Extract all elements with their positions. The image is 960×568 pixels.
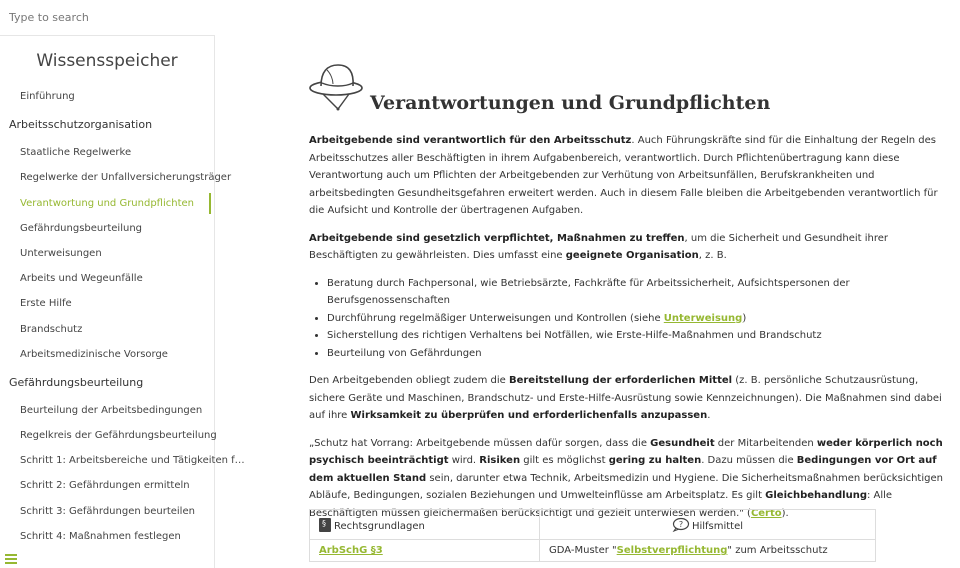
cell-text: GDA-Muster " [549,545,617,556]
paragraph-2-text: , um die Sicherheit und Gesundheit ihrer Beschäftigten zu gewährleisten. Dies umfasst eine [309,232,889,261]
sidebar-item[interactable]: Schritt 3: Gefährdungen beurteilen [20,505,195,517]
paragraph-3-bold-2: Wirksamkeit zu überprüfen und erforderlichenfalls anzupassen [350,410,708,421]
sidebar-item[interactable]: Erste Hilfe [20,298,72,310]
sidebar-item[interactable]: Beurteilung der Arbeitsbedingungen [20,404,203,416]
table-cell [310,540,540,562]
certo-link[interactable]: Certo [750,507,782,519]
quote-text: . Dazu müssen die [701,455,797,466]
quote-text: der Mitarbeitenden [714,437,817,449]
quote-text: : Alle Beschäftigten müssen gleichermaßen berücksichtigt und gezielt unterwiesen werden." ( [309,490,893,519]
sidebar-item[interactable]: Schritt 1: Arbeitsbereiche und Tätigkeiten f… [20,455,245,467]
quote-bold: weder körperlich noch psychisch beeinträchtigt [309,437,943,466]
cell-text: " zum Arbeitsschutz [727,545,828,556]
sidebar-item[interactable]: Regelkreis der Gefährdungsbeurteilung [20,430,217,442]
hat-icon [309,62,367,112]
paragraph-3-bold: Bereitstellung der erforderlichen Mittel [508,375,733,386]
question-bubble-icon [672,518,689,532]
quote-text: „Schutz hat Vorrang: Arbeitgebende müssen dafür sorgen, dass die [309,437,651,449]
sidebar-section[interactable]: Gefährdungsbeurteilung [9,375,144,389]
paragraph-2 [309,230,949,265]
sidebar [0,0,245,568]
search-input[interactable] [0,0,215,36]
list-item: • Beurteilung von Gefährdungen [327,345,949,363]
paragraph-1 [309,132,949,220]
list-item-text: ) [742,312,747,324]
law-document-icon [319,518,331,532]
selbstverpflichtung-link[interactable]: Selbstverpflichtung [616,545,728,556]
sidebar-item[interactable]: Staatliche Regelwerke [20,147,132,159]
sidebar-nav [0,84,245,549]
sidebar-item[interactable]: Brandschutz [20,323,83,335]
paragraph-3 [309,372,949,425]
table-header-legal [310,510,540,540]
quote-bold: gering zu halten [608,455,702,466]
paragraph-3-text: Den Arbeitgebenden obliegt zudem die [309,375,509,386]
list-item: • Beratung durch Fachpersonal, wie Betriebsärzte, Fachkräfte für Arbeitssicherheit, Aufsichtspersonen der Berufsgenossenschaften [327,275,949,310]
measures-list [309,275,949,363]
sidebar-section[interactable]: Arbeitsschutzorganisation [9,118,153,132]
list-item [327,310,949,328]
header-label: Rechtsgrundlagen [334,521,425,532]
unterweisung-link[interactable]: Unterweisung [663,312,743,324]
list-item-text: Durchführung regelmäßiger Unterweisungen und Kontrollen (siehe [327,312,664,324]
sidebar-item[interactable]: Arbeitsmedizinische Vorsorge [20,348,168,360]
svg-text:?: ? [678,520,684,529]
table-header-tools [540,507,876,540]
paragraph-3-text-2: (z. B. persönliche Schutzausrüstung, sichere Geräte und Maschinen, Brandschutz- und Erste-Hilfe-Ausrüstung sowie Kennzeichnungen). Die Maßnahmen sind dabei auf ihre [309,375,942,421]
table-row [310,540,876,562]
app-title: Wissensspeicher [36,51,178,71]
table-cell [540,540,876,562]
quote-bold: Bedingungen vor Ort auf dem aktuellen Stand [309,455,937,484]
resources-table [309,509,876,562]
sidebar-item[interactable]: Einführung [20,91,75,102]
quote-text: gilt es möglichst [520,455,609,466]
quote-text: ). [781,507,789,519]
menu-icon[interactable] [5,554,17,564]
paragraph-2-text-2: , z. B. [698,250,727,261]
quote-bold: Gesundheit [650,437,715,449]
main-content [215,0,960,568]
paragraph-2-bold-2: geeignete Organisation [565,250,699,261]
quote-bold: Risiken [479,455,521,466]
paragraph-1-bold: Arbeitgebende sind verantwortlich für den Arbeitsschutz [309,135,632,146]
sidebar-item[interactable]: Verantwortung und Grundpflichten [0,191,214,216]
paragraph-1-text: . Auch Führungskräfte sind für die Einhaltung der Regeln des Arbeitsschutzes aller Beschäftigten in ihrem Aufgabenbereich, verantwortlich. Durch Pflichtenübertragung kann diese Verantwortung auch um Pflichten der Arbeitgebenden zur Verhütung von Arbeitsunfällen, Berufskrankheiten und arbeitsbedingten Gesundheitsgefahren erweitert werden. Auch in diesem Falle bleiben die Arbeitgebenden verantwortlich für die Aufsicht und Kontrolle der übertragenen Aufgaben. [309,135,938,216]
quote-bold: Gleichbehandlung [765,490,867,501]
sidebar-item[interactable]: Schritt 2: Gefährdungen ermitteln [20,480,190,492]
sidebar-item[interactable]: Gefährdungsbeurteilung [20,222,143,234]
quote-text: sein, darunter etwa Technik, Arbeitsmedizin und Hygiene. Die Sicherheitsmaßnahmen berücksichtigen Abläufe, Bedingungen, sozialen Beziehungen und Umwelteinflüsse am Arbeitsplatz. Es gilt [309,472,943,501]
list-item: • Sicherstellung des richtigen Verhaltens bei Notfällen, wie Erste-Hilfe-Maßnahmen und Brandschutz [327,327,949,345]
quote-text: wird. [448,455,480,466]
arbschg-link[interactable]: ArbSchG §3 [319,545,383,556]
sidebar-item[interactable]: Unterweisungen [20,247,102,259]
paragraph-3-text-3: . [707,410,711,421]
paragraph-2-bold: Arbeitgebende sind gesetzlich verpflichtet, Maßnahmen zu treffen [309,232,685,244]
sidebar-item[interactable]: Regelwerke der Unfallversicherungsträger [20,172,232,184]
sidebar-item[interactable]: Schritt 4: Maßnahmen festlegen [20,530,181,542]
page-title: Verantwortungen und Grundpflichten [370,92,771,114]
header-label: Hilfsmittel [691,521,744,532]
sidebar-item[interactable]: Arbeits und Wegeunfälle [20,273,143,285]
